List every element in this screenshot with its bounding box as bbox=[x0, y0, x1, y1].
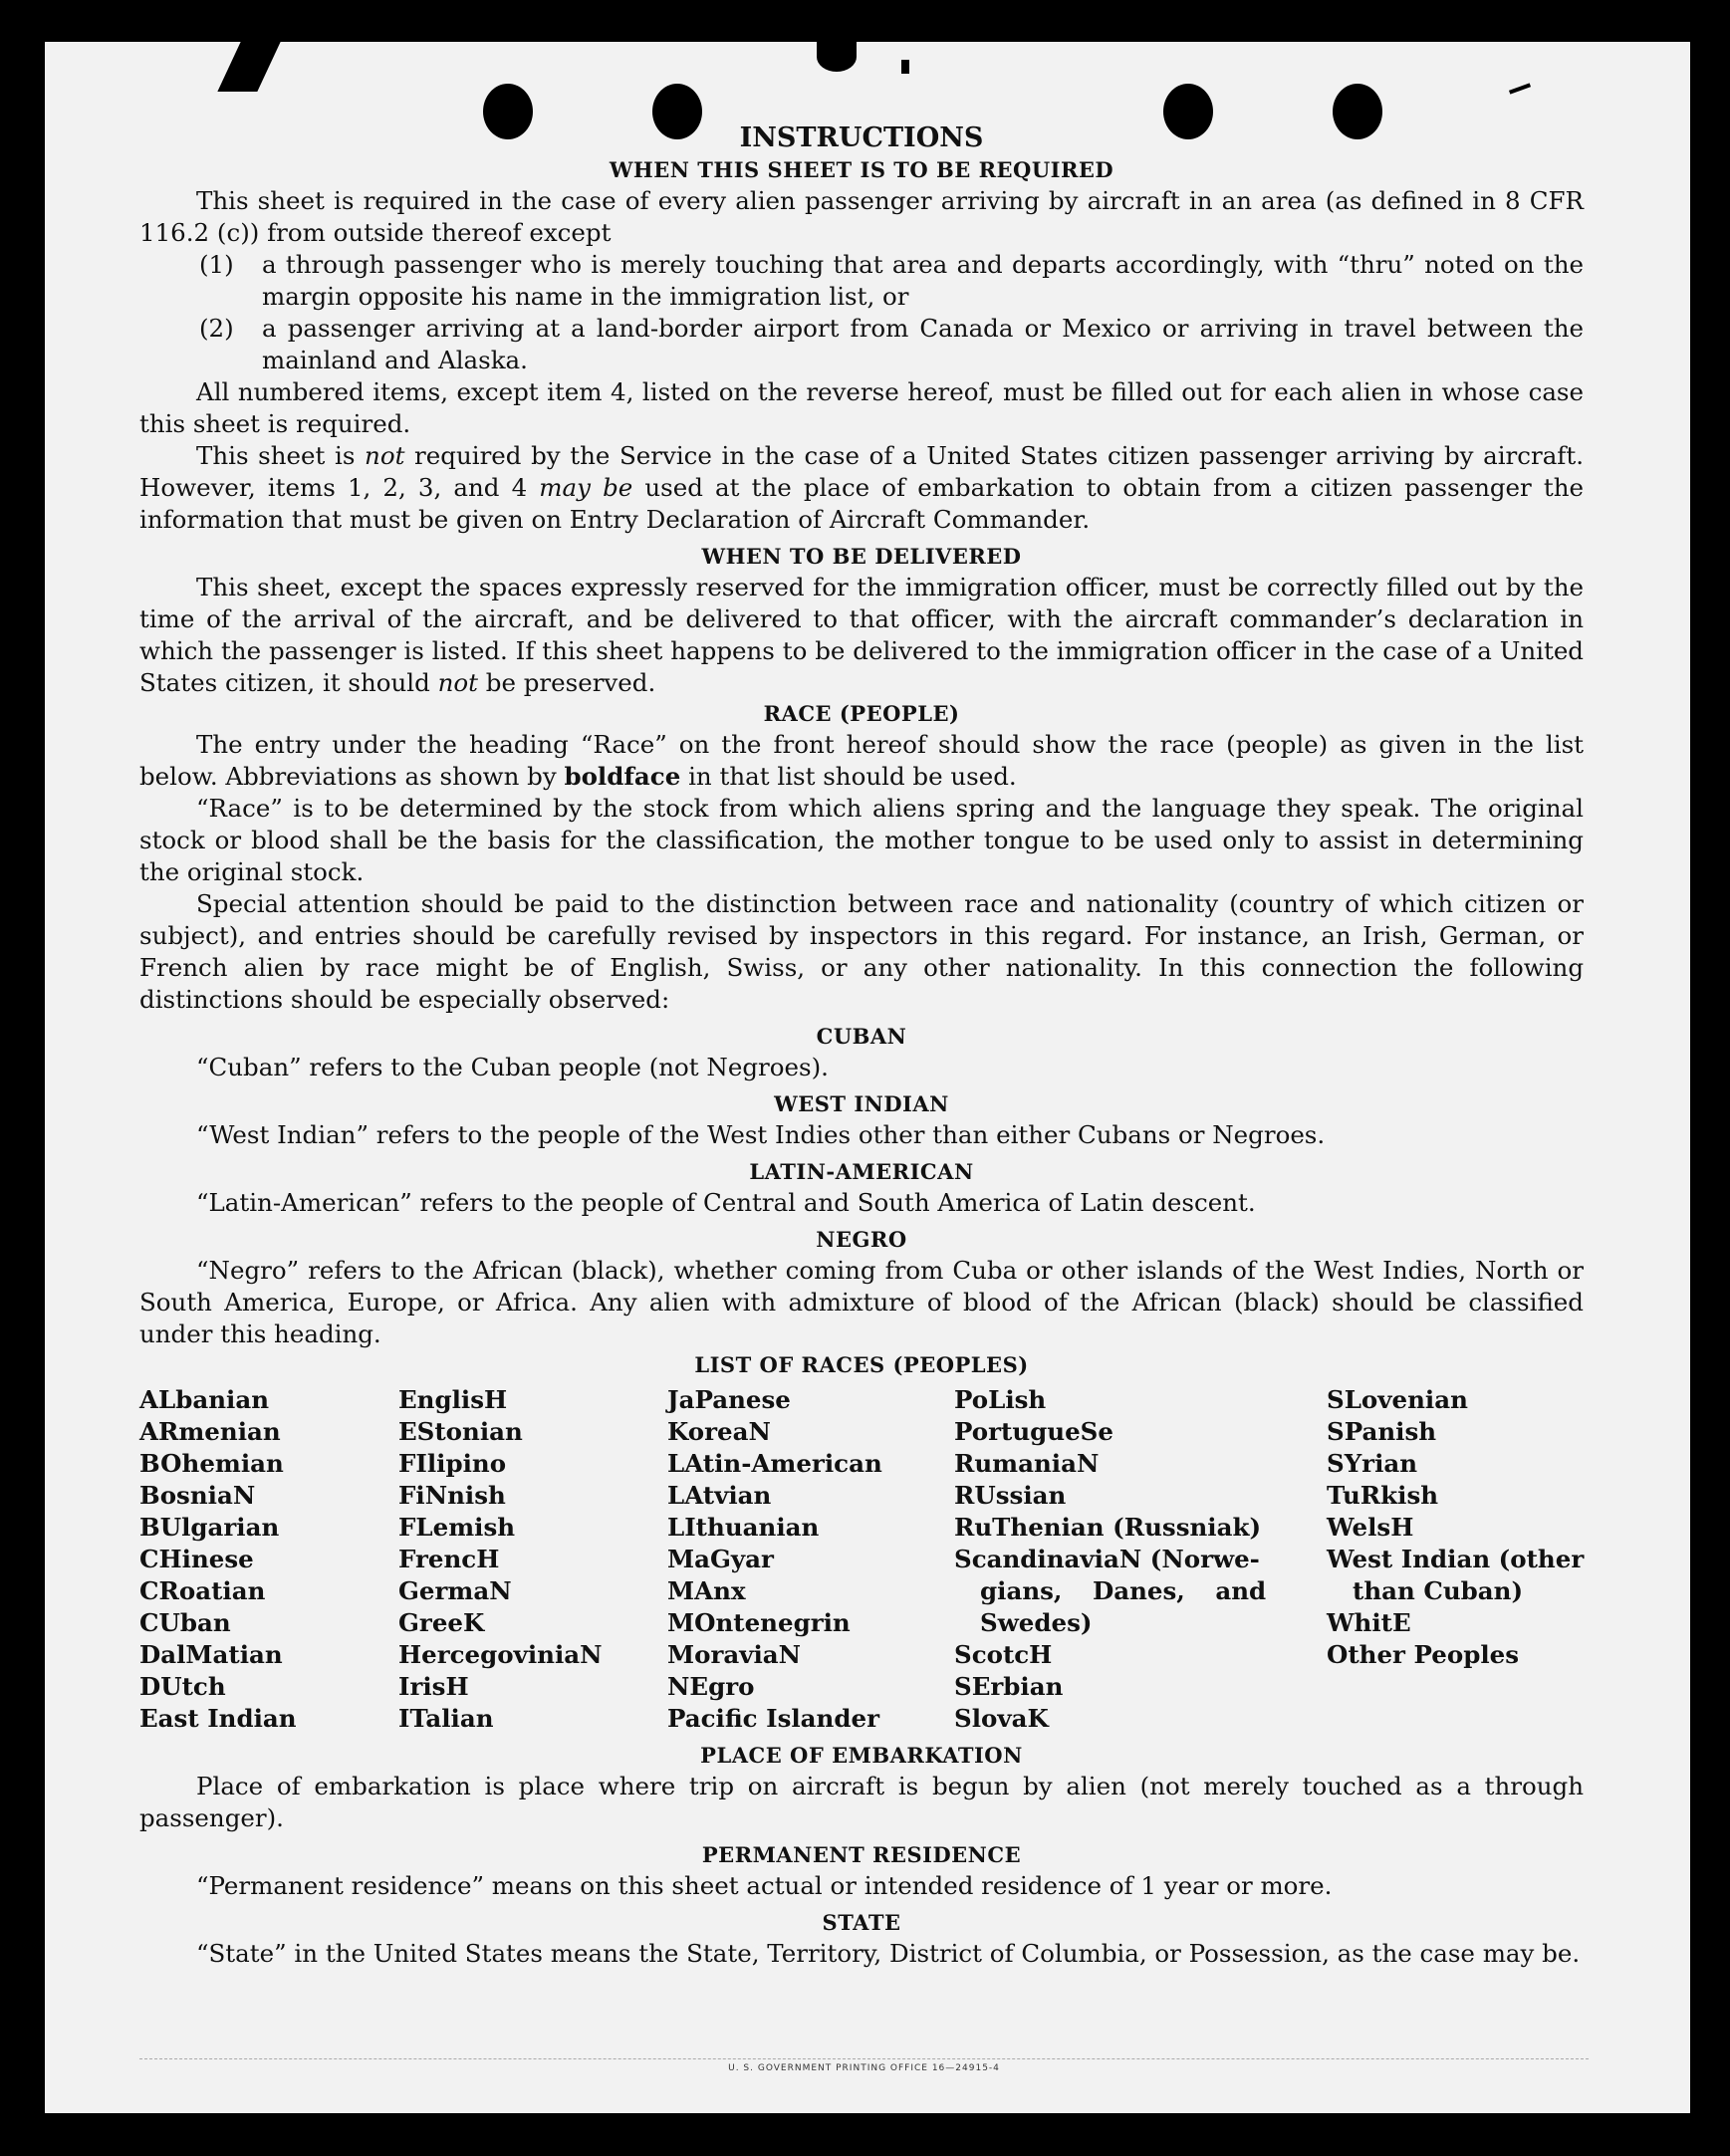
race-item: KoreaN bbox=[667, 1417, 771, 1446]
list-item bbox=[139, 249, 1584, 313]
race-item: GermaN bbox=[398, 1576, 512, 1605]
paragraph: “State” in the United States means the State, Territory, District of Columbia, or Possession, as the case may be. bbox=[196, 1939, 1581, 1968]
section-heading-west-indian: WEST INDIAN bbox=[774, 1091, 949, 1116]
race-item: ScotcH bbox=[954, 1640, 1053, 1669]
race-item-continued: Swedes) bbox=[980, 1608, 1093, 1637]
list-number: (2) bbox=[199, 314, 234, 343]
race-item: RumaniaN bbox=[954, 1449, 1100, 1478]
races-column-2 bbox=[398, 1384, 667, 1735]
paragraph: “Latin-American” refers to the people of Central and South America of Latin descent. bbox=[196, 1188, 1256, 1217]
ink-smudge bbox=[817, 42, 857, 72]
race-item: WhitE bbox=[1327, 1608, 1411, 1637]
race-item: ARmenian bbox=[139, 1417, 281, 1446]
race-item: NEgro bbox=[667, 1672, 755, 1701]
printing-office-footer: U. S. GOVERNMENT PRINTING OFFICE 16—24915-4 bbox=[139, 2058, 1589, 2073]
races-list bbox=[139, 1384, 1584, 1735]
race-item-continued: than Cuban) bbox=[1353, 1576, 1524, 1605]
race-item: CRoatian bbox=[139, 1576, 266, 1605]
paragraph: All numbered items, except item 4, listed on the reverse hereof, must be filled out for each alien in whose case this sheet is required. bbox=[139, 377, 1584, 438]
race-item: FrencH bbox=[398, 1545, 500, 1573]
race-item: IrisH bbox=[398, 1672, 469, 1701]
race-item: RUssian bbox=[954, 1481, 1067, 1510]
race-item: DUtch bbox=[139, 1672, 226, 1701]
race-item: FLemish bbox=[398, 1513, 516, 1542]
race-item: SlovaK bbox=[954, 1704, 1049, 1733]
section-heading-when-delivered: WHEN TO BE DELIVERED bbox=[701, 544, 1022, 569]
race-item: MOntenegrin bbox=[667, 1608, 851, 1637]
list-text: a passenger arriving at a land-border airport from Canada or Mexico or arriving in travel between the mainland and Alaska. bbox=[262, 314, 1584, 374]
paragraph: “Permanent residence” means on this sheet actual or intended residence of 1 year or more. bbox=[196, 1871, 1333, 1900]
race-item: SYrian bbox=[1327, 1449, 1418, 1478]
race-item: LAtvian bbox=[667, 1481, 772, 1510]
races-column-1 bbox=[139, 1384, 398, 1735]
section-heading-when-required: WHEN THIS SHEET IS TO BE REQUIRED bbox=[609, 157, 1114, 182]
race-item: BosniaN bbox=[139, 1481, 256, 1510]
ink-smudge bbox=[901, 60, 909, 74]
paragraph: The entry under the heading “Race” on the front hereof should show the race (people) as given in the list below. Abbreviations as shown by boldface in that list should be used. bbox=[139, 730, 1584, 791]
instructions-content bbox=[139, 121, 1584, 1970]
race-item: BOhemian bbox=[139, 1449, 284, 1478]
paragraph: Place of embarkation is place where trip on aircraft is begun by alien (not merely touched as a through passenger). bbox=[139, 1772, 1584, 1832]
race-item: ALbanian bbox=[139, 1385, 270, 1414]
section-heading-cuban: CUBAN bbox=[816, 1024, 907, 1049]
section-heading-latin-american: LATIN-AMERICAN bbox=[749, 1159, 974, 1184]
race-item: CUban bbox=[139, 1608, 231, 1637]
paragraph: “Cuban” refers to the Cuban people (not Negroes). bbox=[196, 1053, 829, 1081]
race-item: BUlgarian bbox=[139, 1513, 280, 1542]
race-item: East Indian bbox=[139, 1704, 297, 1733]
race-item: TuRkish bbox=[1327, 1481, 1439, 1510]
ink-smudge bbox=[217, 42, 280, 92]
section-heading-residence: PERMANENT RESIDENCE bbox=[701, 1842, 1022, 1867]
race-item-continued: gians, Danes, and bbox=[980, 1576, 1267, 1605]
page-title: INSTRUCTIONS bbox=[739, 122, 984, 153]
race-item: JaPanese bbox=[667, 1385, 791, 1414]
paragraph: This sheet, except the spaces expressly reserved for the immigration officer, must be correctly filled out by the time of the arrival of the aircraft, and be delivered to that officer, with the aircraft commander’s declaration in which the passenger is listed. If this sheet happens to be delivered to the immigration officer in the case of a United States citizen, it should not be preserved. bbox=[139, 573, 1584, 697]
ink-smudge bbox=[1509, 83, 1531, 94]
race-item: ScandinaviaN (Norwe- bbox=[954, 1545, 1260, 1573]
section-heading-negro: NEGRO bbox=[816, 1227, 907, 1252]
race-item: SPanish bbox=[1327, 1417, 1437, 1446]
race-item: PortugueSe bbox=[954, 1417, 1113, 1446]
list-number: (1) bbox=[199, 250, 234, 279]
paragraph: This sheet is required in the case of every alien passenger arriving by aircraft in an area (as defined in 8 CFR 116.2 (c)) from outside thereof except bbox=[139, 186, 1584, 247]
paragraph: “Negro” refers to the African (black), whether coming from Cuba or other islands of the West Indies, North or South America, Europe, or Africa. Any alien with admixture of blood of the African (black) should be classified under this heading. bbox=[139, 1256, 1584, 1348]
race-item: SLovenian bbox=[1327, 1385, 1468, 1414]
section-heading-state: STATE bbox=[822, 1910, 901, 1935]
races-column-5 bbox=[1327, 1384, 1584, 1735]
race-item: CHinese bbox=[139, 1545, 254, 1573]
race-item: FiNnish bbox=[398, 1481, 506, 1510]
race-item: EStonian bbox=[398, 1417, 523, 1446]
document-page bbox=[45, 42, 1690, 2113]
race-item: HercegoviniaN bbox=[398, 1640, 603, 1669]
race-item: Other Peoples bbox=[1327, 1640, 1520, 1669]
races-column-4 bbox=[954, 1384, 1327, 1735]
race-item: GreeK bbox=[398, 1608, 485, 1637]
list-item bbox=[139, 313, 1584, 376]
paragraph: This sheet is not required by the Service in the case of a United States citizen passenger arriving by aircraft. However, items 1, 2, 3, and 4 may be used at the place of embarkation to obtain from a citizen passenger the information that must be given on Entry Declaration of Aircraft Commander. bbox=[139, 441, 1584, 534]
race-item: SErbian bbox=[954, 1672, 1064, 1701]
races-column-3 bbox=[667, 1384, 954, 1735]
race-item: WelsH bbox=[1327, 1513, 1414, 1542]
race-item: EnglisH bbox=[398, 1385, 508, 1414]
race-item: LAtin-American bbox=[667, 1449, 882, 1478]
race-item: Pacific Islander bbox=[667, 1704, 879, 1733]
race-item: ITalian bbox=[398, 1704, 494, 1733]
race-item: MaGyar bbox=[667, 1545, 774, 1573]
section-heading-embarkation: PLACE OF EMBARKATION bbox=[700, 1743, 1023, 1768]
race-item: RuThenian (Russniak) bbox=[954, 1513, 1262, 1542]
section-heading-race: RACE (PEOPLE) bbox=[763, 701, 960, 726]
race-item: MoraviaN bbox=[667, 1640, 802, 1669]
race-item: PoLish bbox=[954, 1385, 1047, 1414]
paragraph: Special attention should be paid to the distinction between race and nationality (country of which citizen or subject), and entries should be carefully revised by inspectors in this regard. For instance, an Irish, German, or French alien by race might be of English, Swiss, or any other nationality. In this connection the following distinctions should be especially observed: bbox=[139, 889, 1584, 1014]
list-text: a through passenger who is merely touching that area and departs accordingly, with “thru” noted on the margin opposite his name in the immigration list, or bbox=[262, 250, 1584, 311]
race-item: DalMatian bbox=[139, 1640, 283, 1669]
race-item: West Indian (other bbox=[1327, 1545, 1585, 1573]
race-item: MAnx bbox=[667, 1576, 746, 1605]
race-item: FIlipino bbox=[398, 1449, 507, 1478]
paragraph: “West Indian” refers to the people of the West Indies other than either Cubans or Negroes. bbox=[196, 1120, 1326, 1149]
race-item: LIthuanian bbox=[667, 1513, 820, 1542]
section-heading-list-of-races: LIST OF RACES (PEOPLES) bbox=[694, 1352, 1029, 1377]
paragraph: “Race” is to be determined by the stock from which aliens spring and the language they speak. The original stock or blood shall be the basis for the classification, the mother tongue to be used only to assist in determining the original stock. bbox=[139, 794, 1584, 886]
